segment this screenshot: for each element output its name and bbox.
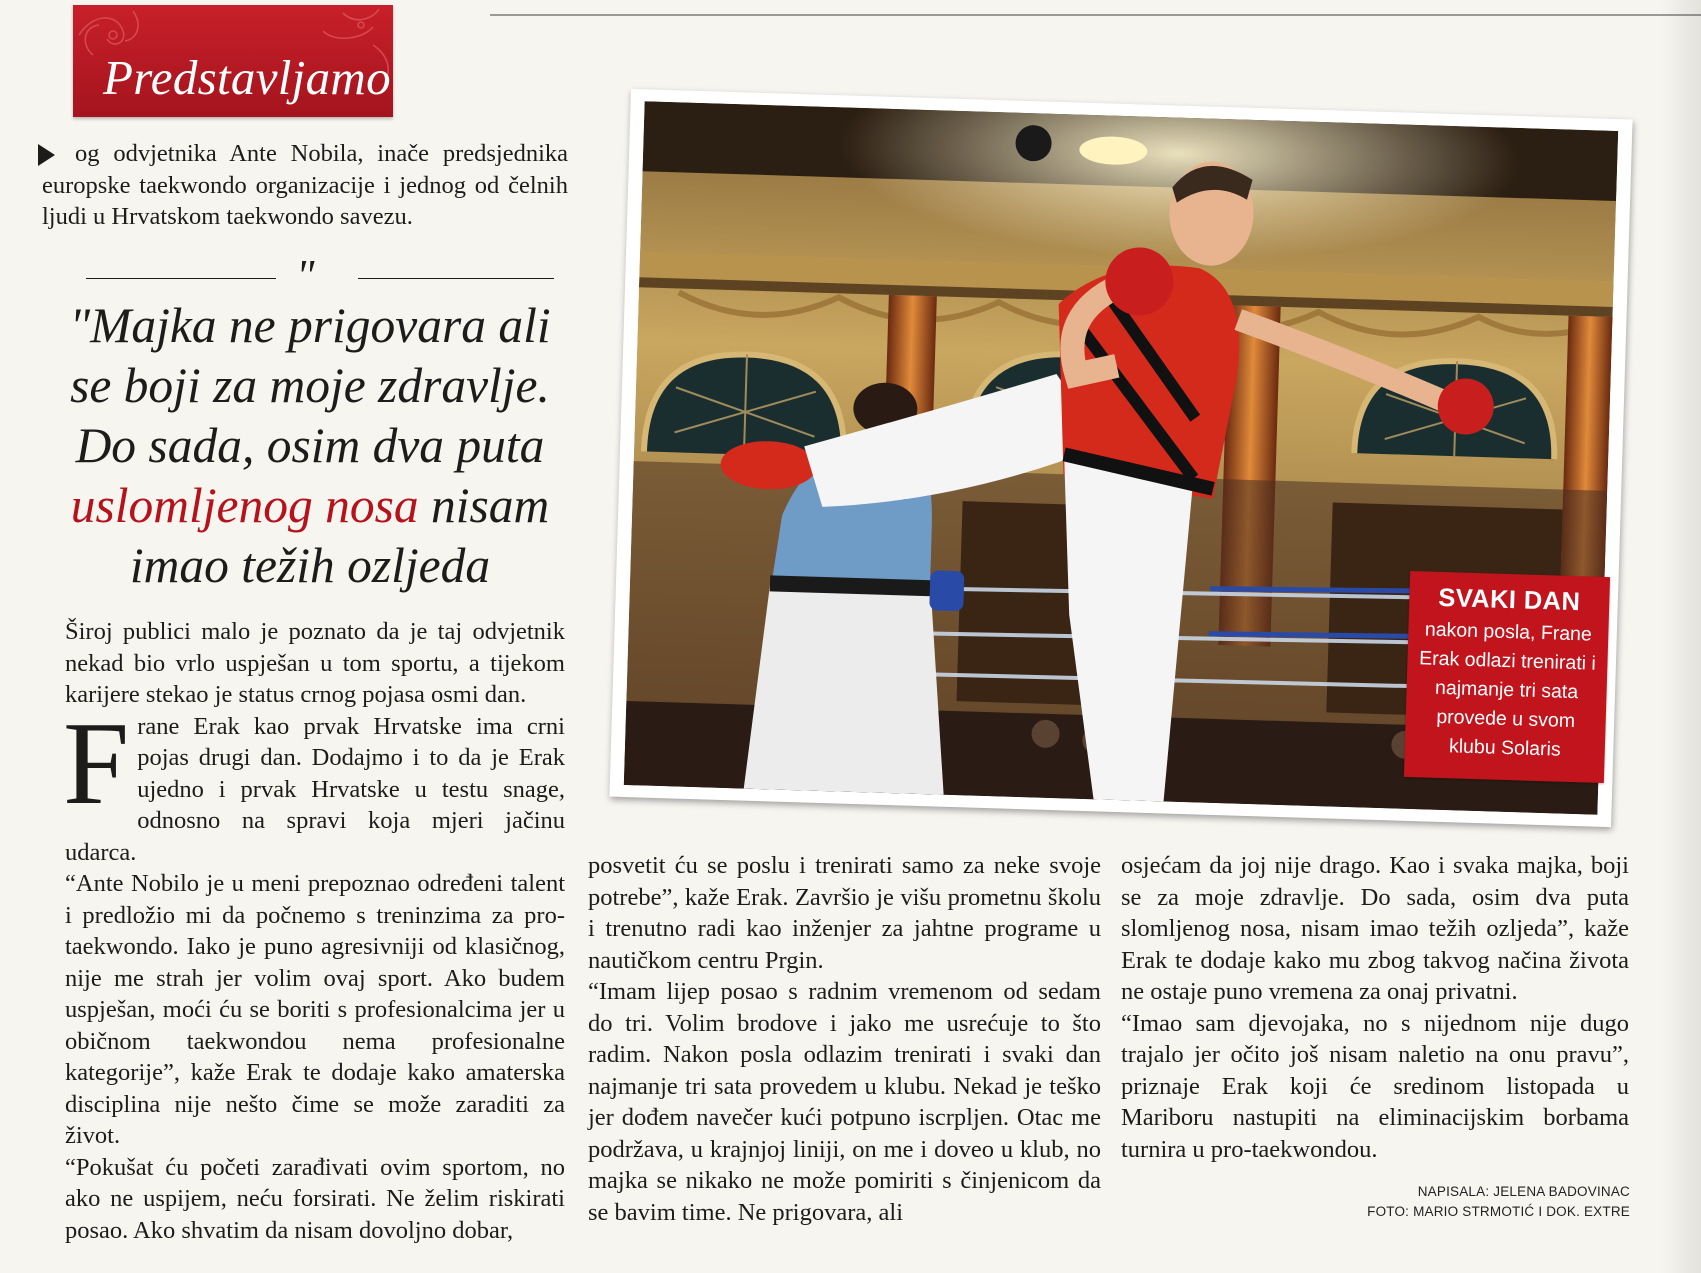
pull-quote-highlight: uslomljenog nosa [70, 478, 419, 533]
dropcap-paragraph [63, 696, 565, 869]
column2-paragraph-1: posvetit ću se poslu i trenirati samo za neke svoje potrebe”, kaže Erak. Završio je višu prometnu školu i trenutno radi kao inženjer za jahtne programe u nautičkom centru Prgin. [588, 852, 1101, 974]
top-rule [490, 14, 1701, 16]
page-gutter-shadow [1661, 0, 1701, 1273]
credits [1200, 1182, 1630, 1222]
article-column-2 [588, 850, 1101, 1228]
photo-caption [1404, 571, 1610, 783]
photo-credit: FOTO: MARIO STRMOTIĆ I DOK. EXTRE [1367, 1204, 1630, 1219]
quote-rule-left [86, 278, 276, 279]
drop-cap: F [63, 696, 130, 829]
pull-quote [55, 296, 565, 596]
quote-marks: " [296, 251, 315, 300]
intro-text: og odvjetnika Ante Nobila, inače predsjednika europske taekwondo organizacije i jednog od čelnih ljudi u Hrvatskom taekwondo savezu. [42, 140, 568, 230]
section-banner [73, 5, 393, 117]
quote-rule-right [358, 278, 554, 279]
pull-quote-text-start: "Majka ne prigovara ali se boji za moje zdravlje. Do sada, osim dva puta [69, 298, 551, 473]
author-credit: NAPISALA: JELENA BADOVINAC [1417, 1184, 1630, 1199]
column1-paragraph-2: rane Erak kao prvak Hrvatske ima crni pojas drugi dan. Dodajmo i to da je Erak ujedno i prvak Hrvatske u testu snage, odnosno na spravi koja mjeri jačinu udarca. [65, 712, 565, 866]
caption-title: SVAKI DAN [1437, 583, 1581, 617]
article-column-3 [1121, 850, 1629, 1165]
article-column-1 [65, 616, 565, 1246]
column3-paragraph-1: osjećam da joj nije drago. Kao i svaka majka, boji se za moje zdravlje. Do sada, osim dva puta slomljenog nosa, nisam imao težih ozljeda”, kaže Erak te dodaje kako mu zbog takvog načina života ne ostaje puno vremena za onaj privatni. [1121, 852, 1629, 1005]
column1-paragraph-1: Široj publici malo je poznato da je taj odvjetnik nekad bio vrlo uspješan u tom sportu, a tijekom karijere stekao je status crnog pojasa osmi dan. [65, 618, 565, 708]
column1-paragraph-4: “Pokušat ću početi zarađivati ovim sportom, no ako ne uspijem, neću forsirati. Ne želim riskirati posao. Ako shvatim da nisam dovoljno dobar, [65, 1153, 565, 1244]
column1-paragraph-3: “Ante Nobilo je u meni prepoznao određeni talent i predložio mi da počnemo s treninzima za pro-taekwondo. Iako je puno agresivniji od klasičnog, nije me strah jer volim ovaj sport. Ako budem uspješan, moći ću se boriti s profesionalcima jer u običnom taekwondou nema profesionalne kategorije”, kaže Erak te dodaje kako amaterska disciplina nije nešto čime se može zaraditi za život. [65, 870, 565, 1149]
section-label: Predstavljamo [103, 50, 391, 105]
pull-quote-text-end: nisam imao težih ozljeda [129, 478, 550, 593]
intro-paragraph [42, 138, 568, 233]
column2-paragraph-2: “Imam lijep posao s radnim vremenom od sedam do tri. Volim brodove i jako me usrećuje to što radim. Nakon posla odlazim trenirati i svaki dan najmanje tri sata provedem u klubu. Nekad je teško jer dođem navečer kući potpuno iscrpljen. Otac me podržava, u krajnjoj liniji, on me i doveo u klub, no majka se nikako ne može pomiriti s činjenicom da se bavim time. Ne prigovara, ali [588, 978, 1101, 1226]
caption-body: nakon posla, Frane Erak odlazi trenirati i najmanje tri sata provede u svom klubu Solaris [1418, 618, 1597, 761]
continue-arrow-icon [38, 144, 55, 166]
column3-paragraph-2: “Imao sam djevojaka, no s nijednom nije dugo trajalo jer očito još nisam naletio na onu pravu”, priznaje Erak koji će sredinom listopada u Mariboru nastupiti na eliminacijskim borbama turnira u pro-taekwondou. [1121, 1009, 1629, 1163]
